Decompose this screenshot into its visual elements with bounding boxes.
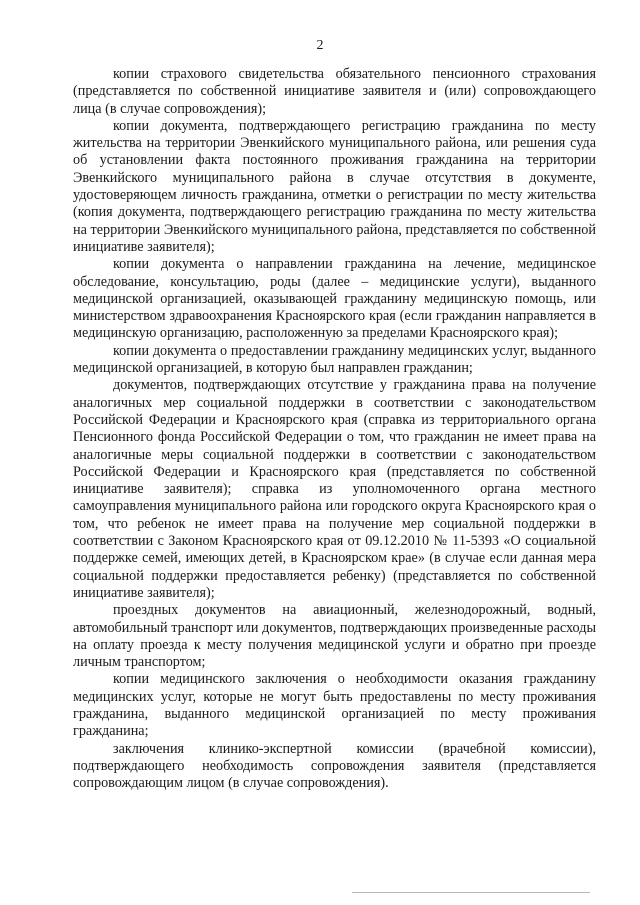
paragraph-treatment-referral: копии документа о направлении гражданина на лечение, медицинское обследование, консультацию, роды (далее – медицинские услуги), выданного медицинской организацией, оказывающей гражданину медицинскую помощь, или министерством здравоохранения Красноярского края (если гражданин направляется в медицинскую организацию, расположенную за пределами Красноярского края);: [73, 256, 596, 342]
paragraph-medical-services: копии документа о предоставлении гражданину медицинских услуг, выданного медицинской организацией, в которую был направлен гражданин;: [73, 342, 596, 377]
paragraph-travel-documents: проездных документов на авиационный, железнодорожный, водный, автомобильный транспорт или документов, подтверждающих произведенные расходы на оплату проезда к месту получения медицинской услуги и обратно при проезде личным транспортом;: [73, 602, 596, 671]
paragraph-pension-insurance: копии страхового свидетельства обязательного пенсионного страхования (представляется по собственной инициативе заявителя и (или) сопровождающего лица (в случае сопровождения);: [73, 66, 596, 117]
paragraph-medical-conclusion: копии медицинского заключения о необходимости оказания гражданину медицинских услуг, которые не могут быть предоставлены по месту проживания гражданина, выданного медицинской организацией по месту проживания гражданина;: [73, 671, 596, 740]
bottom-divider: [352, 892, 590, 893]
paragraph-commission-conclusion: заключения клинико-экспертной комиссии (врачебной комиссии), подтверждающего необходимость сопровождения заявителя (представляется сопровождающим лицом (в случае сопровождения).: [73, 740, 596, 792]
paragraph-registration: копии документа, подтверждающего регистрацию гражданина по месту жительства на территории Эвенкийского муниципального района, или решения суда об установлении факта постоянного проживания гражданина на территории Эвенкийского муниципального района в случае отсутствия в документе, удостоверяющем личность гражданина, отметки о регистрации по месту жительства (копия документа, подтверждающего регистрацию гражданина по месту жительства на территории Эвенкийского муниципального района, представляется по собственной инициативе заявителя);: [73, 117, 596, 255]
page-number: 2: [316, 38, 324, 53]
document-body: [73, 66, 596, 792]
paragraph-no-entitlement: документов, подтверждающих отсутствие у гражданина права на получение аналогичных мер социальной поддержки в соответствии с законодательством Российской Федерации и Красноярского края (справка из территориального органа Пенсионного фонда Российской Федерации о том, что гражданин не имеет права на аналогичные меры социальной поддержки в соответствии с законодательством Российской Федерации и Красноярского края (представляется по собственной инициативе заявителя); справка из уполномоченного органа местного самоуправления муниципального района или городского округа Красноярского края о том, что ребенок не имеет права на получение мер социальной поддержки в соответствии с Законом Красноярского края от 09.12.2010 № 11-5393 «О социальной поддержке семей, имеющих детей, в Красноярском крае» (в случае если данная мера социальной поддержки предоставляется ребенку) (представляется по собственной инициативе заявителя);: [73, 377, 596, 601]
